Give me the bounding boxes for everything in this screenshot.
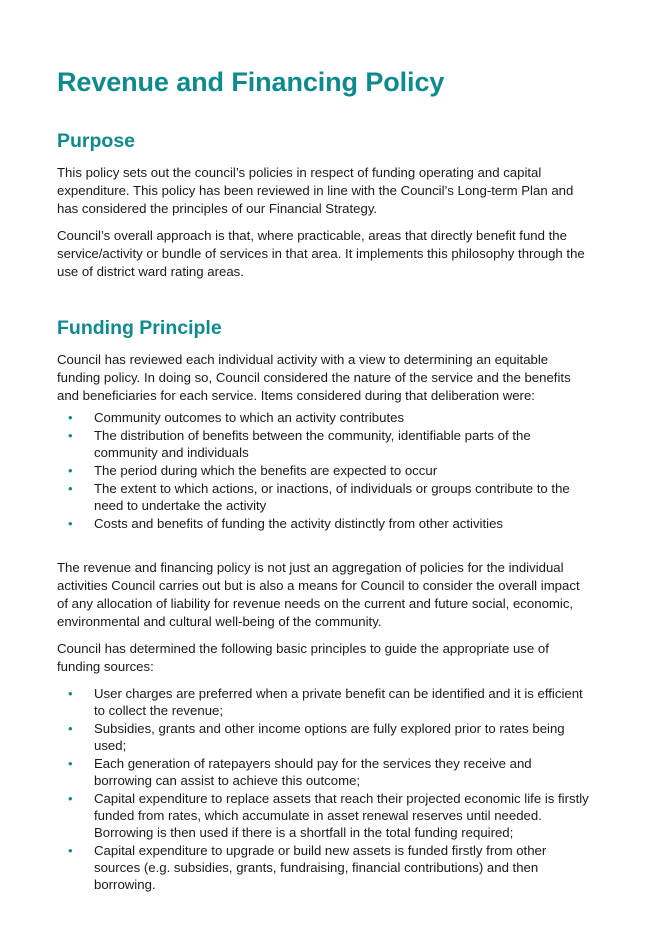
list-item-text: Costs and benefits of funding the activity distinctly from other activities bbox=[94, 516, 504, 531]
funding-principles-list bbox=[57, 685, 593, 893]
list-item bbox=[57, 842, 593, 893]
list-item-text: User charges are preferred when a private benefit can be identified and it is efficient to collect the revenue; bbox=[94, 686, 583, 718]
bullet-icon: • bbox=[68, 756, 73, 771]
section-heading-funding-principle: Funding Principle bbox=[57, 317, 222, 339]
considered-items-list bbox=[57, 409, 593, 532]
bullet-icon: • bbox=[68, 791, 73, 806]
section-heading-purpose: Purpose bbox=[57, 130, 136, 152]
list-item-text: Capital expenditure to upgrade or build new assets is funded firstly from other sources (e.g. subsidies, grants, fundraising, financial contributions) and then borrowing. bbox=[94, 843, 547, 892]
bullet-icon: • bbox=[68, 686, 73, 701]
purpose-paragraph-1: This policy sets out the council’s policies in respect of funding operating and capital expenditure. This policy has been reviewed in line with the Council’s Long-term Plan and has considered the principles of our Financial Strategy. bbox=[57, 165, 574, 216]
bullet-icon: • bbox=[68, 463, 73, 478]
purpose-paragraph-2: Council’s overall approach is that, where practicable, areas that directly benefit fund the service/activity or bundle of services in that area. It implements this philosophy through the use of district ward rating areas. bbox=[57, 228, 585, 279]
list-item bbox=[57, 790, 593, 841]
list-item-text: Each generation of ratepayers should pay for the services they receive and borrowing can assist to achieve this outcome; bbox=[94, 756, 532, 788]
bullet-icon: • bbox=[68, 481, 73, 496]
list-item-text: The period during which the benefits are expected to occur bbox=[94, 463, 438, 478]
list-item bbox=[57, 755, 593, 789]
list-item bbox=[57, 515, 593, 532]
funding-paragraph-2: The revenue and financing policy is not just an aggregation of policies for the individual activities Council carries out but is also a means for Council to consider the overall impact of any allocation of liability for revenue needs on the current and future social, economic, environmental and cultural well-being of the community. bbox=[57, 560, 580, 629]
funding-paragraph-3: Council has determined the following basic principles to guide the appropriate use of funding sources: bbox=[57, 641, 549, 674]
funding-intro-paragraph: Council has reviewed each individual activity with a view to determining an equitable funding policy. In doing so, Council considered the nature of the service and the benefits and beneficiaries for each service. Items considered during that deliberation were: bbox=[57, 352, 571, 403]
bullet-icon: • bbox=[68, 516, 73, 531]
list-item-text: Subsidies, grants and other income options are fully explored prior to rates being used; bbox=[94, 721, 565, 753]
list-item-text: Community outcomes to which an activity contributes bbox=[94, 410, 405, 425]
list-item bbox=[57, 427, 593, 461]
bullet-icon: • bbox=[68, 843, 73, 858]
list-item bbox=[57, 685, 593, 719]
list-item bbox=[57, 480, 593, 514]
list-item bbox=[57, 409, 593, 426]
list-item bbox=[57, 462, 593, 479]
bullet-icon: • bbox=[68, 410, 73, 425]
page-title: Revenue and Financing Policy bbox=[57, 67, 445, 97]
list-item-text: Capital expenditure to replace assets that reach their projected economic life is firstly funded from rates, which accumulate in asset renewal reserves until needed. Borrowing is then used if there is a shortfall in the total funding required; bbox=[94, 791, 589, 840]
list-item bbox=[57, 720, 593, 754]
list-item-text: The extent to which actions, or inactions, of individuals or groups contribute to the need to undertake the activity bbox=[94, 481, 570, 513]
bullet-icon: • bbox=[68, 428, 73, 443]
list-item-text: The distribution of benefits between the community, identifiable parts of the community and individuals bbox=[94, 428, 531, 460]
bullet-icon: • bbox=[68, 721, 73, 736]
